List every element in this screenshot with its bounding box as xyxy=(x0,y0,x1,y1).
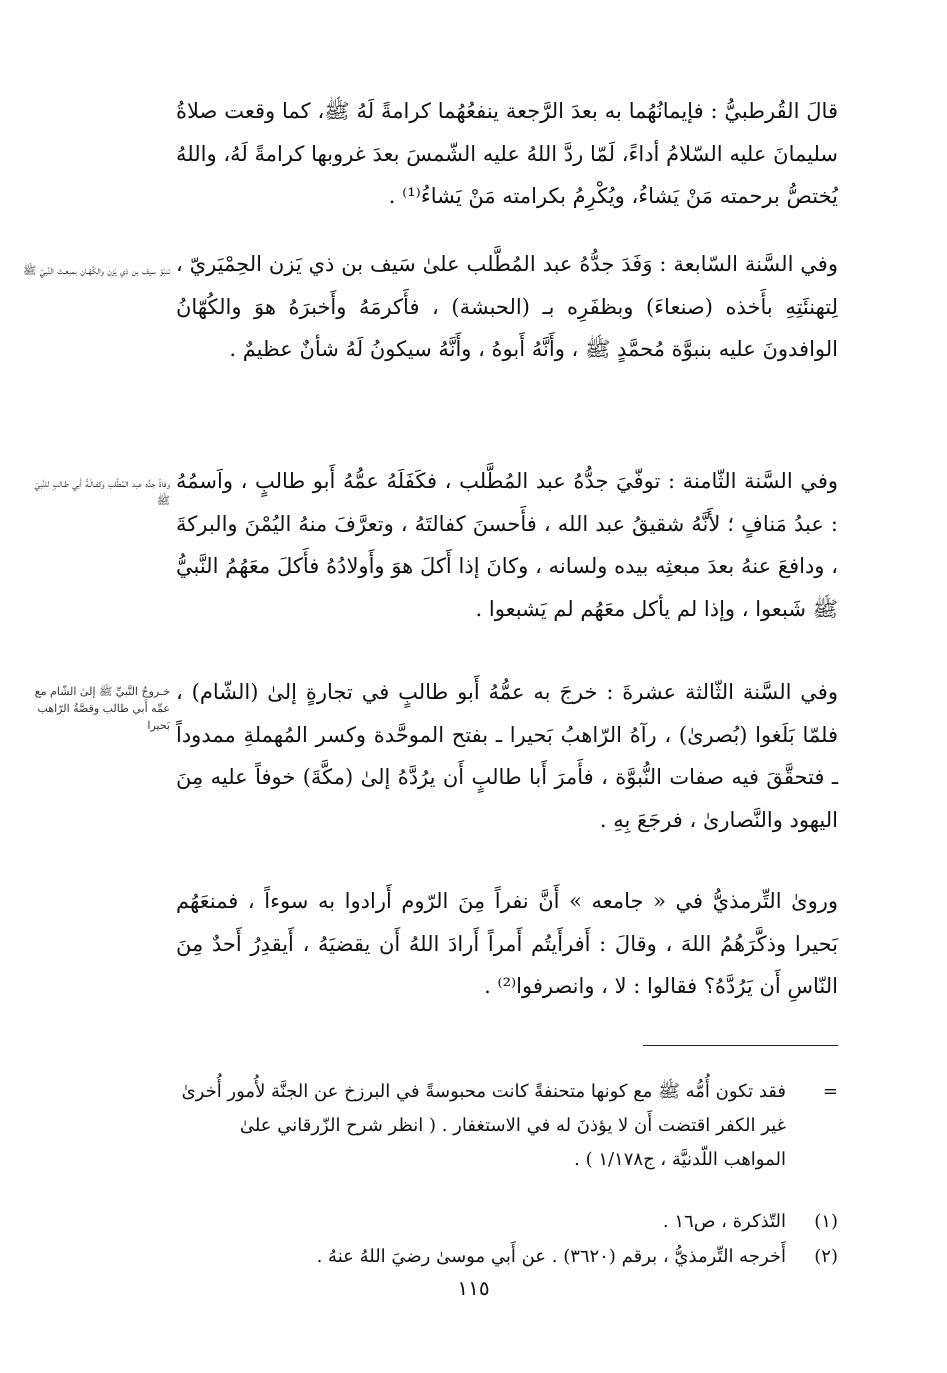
side-note-bahira: خـروجُ النَّبيِّ ﷺ إلىٰ الشّام مع عمِّه أَبي طالب وقصَّةُ الرّاهب بَحيرا xyxy=(34,685,170,732)
footnote-divider xyxy=(643,1045,838,1046)
paragraph-thirteenth-year: وفي السَّنة الثّالثة عشرةَ : خرجَ به عمُّهُ أَبو طالبٍ في تجارةٍ إلىٰ (الشّام) ، فلمّا بَلَغوا (بُصرىٰ) ، رآهُ الرّاهبُ بَحيرا ـ بفتح الموحَّدة وكسر المُهملةِ ممدوداً ـ فتحقَّقَ فيه صفات النُّبوَّة ، فأَمرَ أَبا طالبٍ أَن يرُدَّهُ إلىٰ (مكَّةَ) خوفاً عليه مِنَ اليهود والنَّصارىٰ ، فرجَعَ بِهِ . xyxy=(176,680,838,832)
footnote-2 xyxy=(176,1240,838,1274)
footnote-1 xyxy=(176,1205,838,1239)
footnote-text: التّذكرة ، ص١٦ . xyxy=(662,1211,786,1232)
paragraph-seventh-year: وفي السَّنة السّابعة : وَفَدَ جدُّهُ عبد المُطَّلب علىٰ سَيف بن ذي يَزن الحِمْيَريّ ، لِتهنئَتِهِ بأَخذه (صنعاءَ) وبظفَرِه بـ (الحبشة) ، فأَكرمَهُ وأَخبرَهُ هوَ والكُهّانُ الوافدونَ عليه بنبوَّة مُحمَّدٍ ﷺ ، وأَنَّهُ أَبوهُ ، وأَنَّهُ سيكونُ لَهُ شأنٌ عظيمٌ . xyxy=(176,252,838,361)
footnote-number: (٢) xyxy=(814,1246,838,1267)
footnote-continuation-text: فقد تكون أُمُّه ﷺ مع كونها متحنفةً كانت محبوسةً في البرزخ عن الجنَّة لأُمور أُخرىٰ غير الكفر اقتضت أَن لا يؤذنَ له في الاستغفار . ( انظر شرح الزّرقاني علىٰ المواهب اللّدنيَّة ، ج١/١٧٨ ) . xyxy=(181,1081,786,1170)
side-note-abd-al-muttalib: وفاةُ جدِّه عبد المُطَّلب وكفـالَـةُ أَبي طـالبٍ للنَّبيّ ﷺ xyxy=(34,477,170,507)
footnote-text: أَخرجه التِّرمذيُّ ، برقم (٣٦٢٠) . عن أَبي موسىٰ رضيَ اللهُ عنهُ . xyxy=(316,1246,786,1267)
paragraph-tirmidhi: وروىٰ التِّرمذيُّ في « جامعه » أَنَّ نفراً مِنَ الرّوم أَرادوا به سوءاً ، فمنعَهُم بَحيرا وذكَّرَهُمُ اللهَ ، وقالَ : أَفرأَيتُم أَمراً أَرادَ اللهُ أَن يقضيَهُ ، أَيقدِرُ أَحدٌ مِنَ النّاسِ أَن يَرُدَّهُ؟ فقالوا : لا ، وانصرفوا⁽²⁾ . xyxy=(176,889,838,998)
paragraph-eighth-year: وفي السَّنة الثّامنة : توفّيَ جدُّهُ عبد المُطَّلب ، فكَفَلَهُ عمُّهُ أَبو طالبٍ ، واَسمُهُ : عبدُ مَنافٍ ؛ لأَنَّهُ شقيقُ عبد الله ، فأَحسنَ كفالتَهُ ، وتعرَّفَ منهُ اليُمْنَ والبركةَ ، ودافعَ عنهُ بعدَ مبعثِه بيده ولسانه ، وكانَ إذا أَكلَ هوَ وأَولادُهُ فأَكلَ معَهُمُ النَّبيُّ ﷺ شَبعوا ، وإذا لم يأكل معَهُم لم يَشبعوا . xyxy=(176,469,838,621)
page-number: ١١٥ xyxy=(457,1276,490,1300)
side-note-sayf: تنبّؤ سيف بن ذي يَزن والكُهّـان بمبعـث النَّبيّ ﷺ xyxy=(22,264,170,277)
continuation-marker: = xyxy=(822,1081,838,1102)
footnote-continuation xyxy=(176,1075,838,1177)
paragraph-qurtubi: قالَ القُرطبيُّ : فإيمانُهُما به بعدَ الرَّجعة ينفعُهُما كرامةً لَهُ ﷺ، كما وقعت صلاةُ سليمانَ عليه السّلامُ أداءً، لَمّا ردَّ اللهُ عليه الشّمسَ بعدَ غروبها كرامةً لَهُ، واللهُ يُختصُّ برحمته مَنْ يَشاءُ، ويُكْرِمُ بكرامته مَنْ يَشاءُ⁽¹⁾ . xyxy=(176,99,838,208)
footnote-number: (١) xyxy=(814,1211,838,1232)
